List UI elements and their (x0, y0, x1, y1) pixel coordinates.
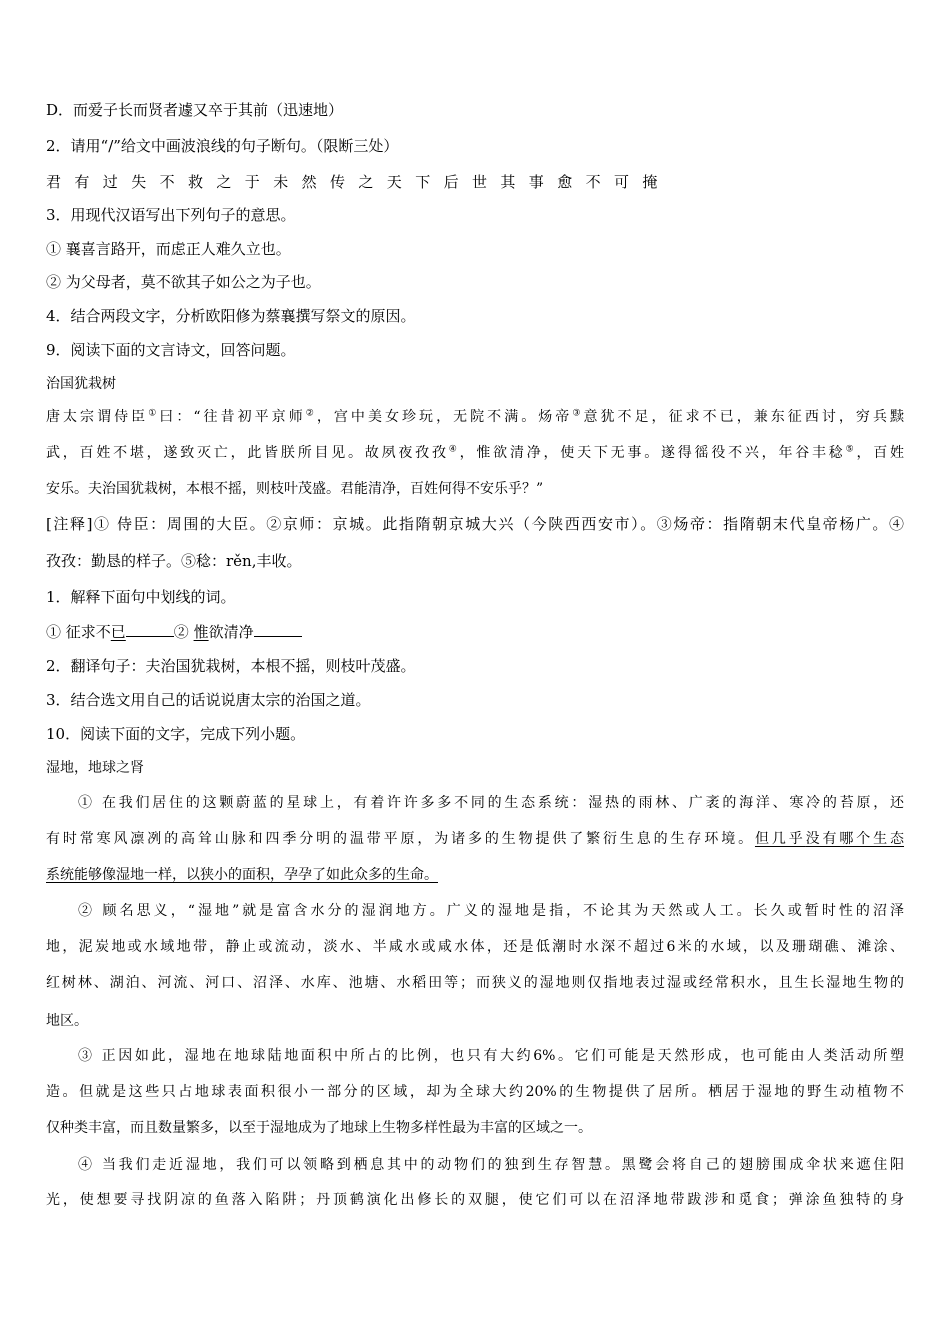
classical-text-line-3: 安乐。夫治国犹栽树，本根不摇，则枝叶茂盛。君能清净，百姓何得不安乐乎？” (46, 481, 544, 497)
sub-question-1: 1．解释下面句中划线的词。 (46, 588, 236, 606)
para-4-line-1: ④ 当我们走近湿地，我们可以领略到栖息其中的动物们的独到生存智慧。黑鹭会将自己的翅膀围成伞状来遮住阳 (78, 1157, 904, 1173)
para-3-line-1: ③ 正因如此，湿地在地球陆地面积中所占的比例，也只有大约6%。它们可能是天然形成，也可能由人类活动所塑 (78, 1048, 904, 1064)
sub-question-3: 3．结合选文用自己的话说说唐太宗的治国之道。 (46, 691, 371, 709)
para-1-line-3: 系统能够像湿地一样，以狭小的面积，孕孕了如此众多的生命。 (46, 867, 438, 883)
translate-item-2: ② 为父母者，莫不欲其子如公之为子也。 (46, 273, 321, 291)
para-3-line-3: 仅种类丰富，而且数量繁多，以至于湿地成为了地球上生物多样性最为丰富的区域之一。 (46, 1120, 592, 1136)
para-2-line-1: ② 顾名思义，“湿地”就是富含水分的湿润地方。广义的湿地是指，不论其为天然或人工。长久或暂时性的沼泽 (78, 903, 904, 919)
answer-blank-2[interactable] (254, 622, 302, 637)
passage-title: 治国犹栽树 (46, 376, 116, 392)
para-2-line-4: 地区。 (46, 1013, 88, 1029)
sub-question-2: 2．翻译句子：夫治国犹栽树，本根不摇，则枝叶茂盛。 (46, 657, 416, 675)
word-explain-items: ① 征求不已 ② 惟欲清净 (46, 622, 302, 642)
para-4-line-2: 光，使想要寻找阴凉的鱼落入陷阱；丹顶鹤演化出修长的双腿，使它们可以在沼泽地带跋涉和觅食；弹涂鱼独特的身 (46, 1192, 904, 1208)
article-title: 湿地，地球之肾 (46, 760, 144, 776)
translate-item-1: ① 襄喜言路开，而虑正人难久立也。 (46, 240, 291, 258)
option-d: D．而爱子长而贤者遽又卒于其前（迅速地） (46, 101, 344, 119)
para-1-line-1: ① 在我们居住的这颗蔚蓝的星球上，有着许许多多不同的生态系统：湿热的雨林、广袤的海洋、寒冷的苔原，还 (78, 795, 904, 811)
question-3-translate: 3．用现代汉语写出下列句子的意思。 (46, 206, 296, 224)
classical-text-line-1: 唐太宗谓侍臣①曰：“往昔初平京师②，宫中美女珍玩，无院不满。炀帝③意犹不足，征求不已，兼东征西讨，穷兵黩 (46, 408, 904, 425)
annotation-line-1: [注释]① 侍臣：周围的大臣。②京师：京城。此指隋朝京城大兴（今陕西西安市）。③炀帝：指隋朝末代皇帝杨广。④ (46, 515, 904, 533)
para-1-line-2: 有时常寒风凛冽的高耸山脉和四季分明的温带平原，为诸多的生物提供了繁衍生息的生存环境。但几乎没有哪个生态 (46, 831, 905, 847)
classical-text-line-2: 武，百姓不堪，遂致灭亡，此皆朕所目见。故夙夜孜孜④，惟欲清净，使天下无事。遂得徭役不兴，年谷丰稔⑤，百姓 (46, 444, 904, 461)
question-9-heading: 9．阅读下面的文言诗文，回答问题。 (46, 341, 296, 359)
annotation-line-2: 孜孜：勤恳的样子。⑤稔：rěn,丰收。 (46, 552, 302, 570)
answer-blank-1[interactable] (126, 622, 174, 637)
para-2-line-2: 地，泥炭地或水域地带，静止或流动，淡水、半咸水或咸水体，还是低潮时水深不超过6米的水域，以及珊瑚礁、滩涂、 (46, 939, 904, 955)
para-3-line-2: 造。但就是这些只占地球表面积很小一部分的区域，却为全球大约20%的生物提供了居所。栖居于湿地的野生动植物不 (46, 1084, 904, 1100)
question-4-analysis: 4．结合两段文字，分析欧阳修为蔡襄撰写祭文的原因。 (46, 307, 416, 325)
unpunctuated-sentence: 君有过失不救之于未然传之天下后世其事愈不可掩 (46, 173, 671, 191)
question-2-punctuation: 2．请用“/”给文中画波浪线的句子断句。（限断三处） (46, 137, 399, 155)
question-10-heading: 10．阅读下面的文字，完成下列小题。 (46, 725, 306, 743)
para-2-line-3: 红树林、湖泊、河流、河口、沼泽、水库、池塘、水稻田等；而狭义的湿地则仅指地表过湿或经常积水，且生长湿地生物的 (46, 975, 904, 991)
